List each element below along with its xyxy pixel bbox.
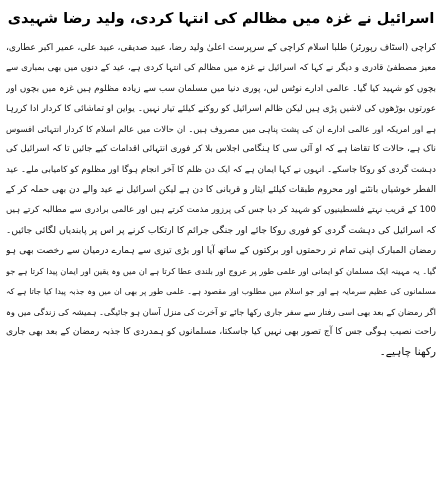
article-line: رکھنا چاہیے۔ bbox=[379, 346, 436, 359]
article-line: راحت نصیب ہوگی جس کا آج تصور بھی نہیں کیا جاسکتا، مسلمانوں کو ہمدردی کا جذبہ رمضان کے بعد بھی جاری bbox=[6, 327, 436, 338]
headline-container bbox=[6, 4, 436, 34]
article-line: اگر رمضان کے بعد بھی اسی رفتار سے سفر جاری رکھا جائے تو آخرت کی منزل آسان ہو جائیگی۔ ہمیشہ کی زندگی میں وہ bbox=[6, 306, 436, 317]
article-line: عورتوں بوڑھوں کی لاشیں پڑی ہیں لیکن ظالم اسرائیل کو روکنے کیلئے تیار نہیں۔ یواین او تماشائی کا کردار ادا کررہا bbox=[6, 103, 436, 114]
article-line: رمضان المبارک اپنی تمام تر رحمتوں اور برکتوں کے ساتھ آیا اور بڑی تیزی سے ہمارے درمیان سے رخصت بھی ہو bbox=[6, 244, 436, 256]
article-line: کراچی (اسٹاف رپورٹر) طلبا اسلام کراچی کے سرپرست اعلیٰ ولید رضا، عبید صدیقی، عبید علی، عمیر اکبر عطاری، bbox=[6, 43, 436, 53]
article-line: دہشت گردی کو روکا جاسکے۔ انہوں نے کہا ایمان ہے کہ ایک دن ظلم کا آخر انجام ہوگا اور مظلوم کو کامیابی ملے۔ عید bbox=[6, 164, 436, 175]
article-line: مسلمانوں کی عظیم سرمایہ ہے اور جو اسلام میں مطلوب اور مقصود ہے۔ علمی طور پر بھی ان میں وہ جذبہ پیدا کیا جاتا ہے کہ bbox=[6, 286, 436, 296]
article-line: ہے اور امریکہ اور عالمی ادارے ان کی پشت پناہی میں مصروف ہیں۔ ان حالات میں عالم اسلام کا کردار انتہائی افسوس bbox=[6, 124, 436, 135]
headline: اسرائیل نے غزہ میں مظالم کی انتہا کردی، ولید رضا شہیدی bbox=[7, 11, 435, 27]
article-line: کہ اسرائیل کی دہشت گردی کو فوری روکا جائے اور جنگی جرائم کا ارتکاب کرنے پر اس پر پابندیاں لگائی جائیں۔ bbox=[6, 224, 436, 236]
article-line: معیز مصطفیٰ قادری و دیگر نے کہا کہ اسرائیل نے غزہ میں مظالم کی انتہا کردی ہے، عید کے دنوں میں بھی بمباری سے bbox=[6, 63, 436, 74]
article-line: الفطر خوشیاں بانٹنے اور محروم طبقات کیلئے ایثار و قربانی کا دن ہے لیکن اسرائیل نے عید والے دن بھی حملہ کر کے bbox=[6, 185, 436, 196]
article-line: ناک ہے، حالات کا تقاضا ہے کہ او آئی سی کا ہنگامی اجلاس بلا کر فوری انتہائی اقدامات کیے جائیں تا کہ اسرائیل کی bbox=[6, 144, 436, 155]
article-line: بچوں کو شہید کیا گیا۔ عالمی ادارے نوٹس لیں، پوری دنیا میں مسلمان سب سے زیادہ مظلوم ہیں غزہ میں بچوں اور bbox=[6, 83, 436, 94]
article-body bbox=[6, 38, 436, 363]
article-line: گیا۔ یہ مہینہ ایک مسلمان کو ایمانی اور علمی طور پر عروج اور بلندی عطا کرتا ہے ان میں وہ یقین اور ایمان پیدا کرتا ہے جو bbox=[6, 266, 436, 277]
article-line: 100 کے قریب نہتے فلسطینیوں کو شہید کر دیا جس کی پرزور مذمت کرتے ہیں اور عالمی برادری سے مطالبہ کرتے ہیں bbox=[6, 205, 436, 216]
